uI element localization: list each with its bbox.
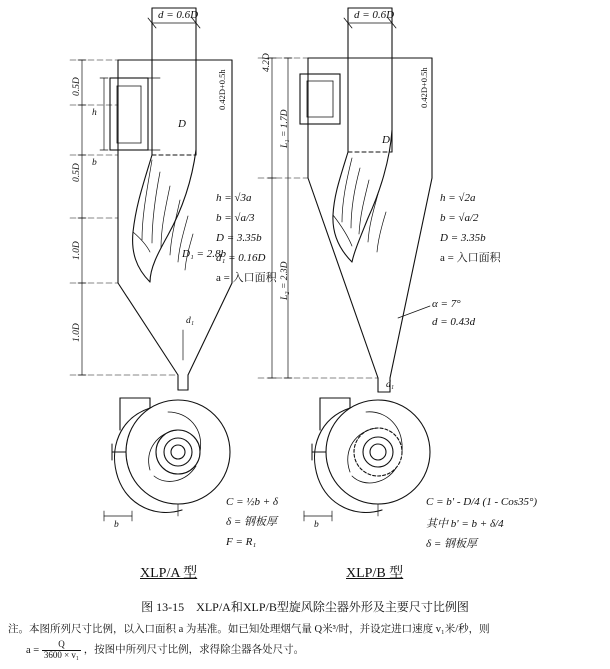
left-dim-0-5d-lower: 0.5D [72, 163, 82, 182]
right-body-diameter-label: D [382, 134, 390, 146]
right-formula-a: a = 入口面积 [440, 252, 501, 264]
right-model-label: XLP/B 型 [346, 566, 404, 581]
note-formula-fraction [42, 640, 81, 660]
right-dim-L1: L₁ = 1.7D [280, 109, 290, 148]
figure-caption [0, 598, 610, 615]
left-body-diameter-label: D [178, 118, 186, 130]
left-formula-D1: D₁ = 2.8b [182, 248, 226, 260]
right-plan-formula-b: 其中 b' = b + δ/4 [426, 518, 504, 530]
left-dim-b: b [92, 158, 97, 168]
left-formula-d1: d₁ = 0.16D [216, 252, 266, 264]
left-plan-formula-c: C = ½b + δ [226, 496, 279, 508]
left-dim-1-0d-lower: 1.0D [72, 323, 82, 342]
right-inlet-box-label: 0.42D+0.5h [419, 67, 429, 108]
left-plan-dim-b: b [114, 520, 119, 530]
left-dim-0-5d-upper: 0.5D [72, 77, 82, 96]
note-formula-numerator: Q [42, 640, 81, 650]
right-angle-dim-label: d = 0.43d [432, 316, 476, 328]
left-plan-formula-delta: δ = 钢板厚 [226, 516, 278, 528]
left-model-label: XLP/A 型 [140, 566, 198, 581]
left-formula-h: h = √3a [216, 192, 252, 204]
figure-note-line2-row [8, 640, 602, 660]
left-formula-a: a = 入口面积 [216, 272, 277, 284]
figure-note-line1: 注。本图所列尺寸比例，以入口面积 a 为基准。如已知处理烟气量 Q米³/时，并设定进口速度 v₁米/秒，则 [8, 624, 490, 635]
left-inlet-box-label: 0.42D+0.5h [217, 69, 227, 110]
left-bottom-outlet-label: d₁ [186, 316, 195, 326]
note-formula-lead: a = [26, 644, 40, 656]
left-top-dim-label: d = 0.6D [158, 9, 199, 21]
right-dim-4-2d: 4.2D [262, 53, 272, 72]
left-plan-formula-f: F = R₁ [226, 536, 257, 548]
right-formula-b: b = √a/2 [440, 212, 479, 224]
right-formula-D: D = 3.35b [440, 232, 486, 244]
figure-caption-number: 图 13-15 [141, 600, 185, 614]
left-formula-b: b = √a/3 [216, 212, 255, 224]
left-formula-D: D = 3.35b [216, 232, 262, 244]
left-dim-h: h [92, 108, 97, 118]
right-plan-formula-c: C = b' - D/4 (1 - Cos35°) [426, 496, 538, 508]
right-plan-formula-delta: δ = 钢板厚 [426, 538, 478, 550]
note-formula-denominator: 3600 × v₁ [43, 649, 80, 660]
right-angle-label: α = 7° [432, 298, 461, 310]
right-bottom-outlet-label: d₁ [386, 380, 395, 390]
right-dim-L2: L₂ = 2.3D [280, 261, 290, 300]
left-dim-1-0d-upper: 1.0D [72, 241, 82, 260]
right-formula-h: h = √2a [440, 192, 476, 204]
figure-note [8, 622, 602, 660]
right-top-dim-label: d = 0.6D [354, 9, 395, 21]
figure-caption-text: XLP/A和XLP/B型旋风除尘器外形及主要尺寸比例图 [196, 600, 469, 614]
figure-note-line2: ，按图中所列尺寸比例，求得除尘器各处尺寸。 [83, 644, 305, 656]
right-plan-dim-b: b [314, 520, 319, 530]
